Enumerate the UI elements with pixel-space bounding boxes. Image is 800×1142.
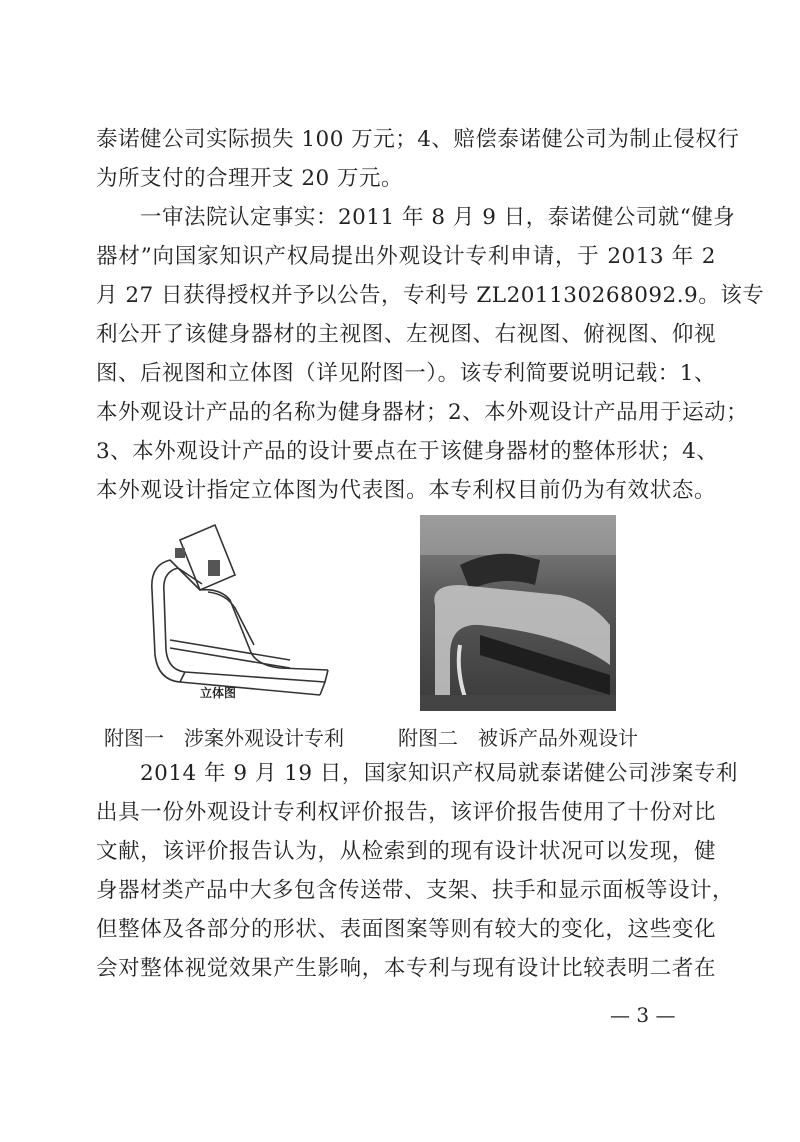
text-line: 出具一份外观设计专利权评价报告，该评价报告使用了十份对比: [96, 800, 716, 825]
text-line: 泰诺健公司实际损失 100 万元；4、赔偿泰诺健公司为制止侵权行: [96, 127, 740, 152]
text-line: 一审法院认定事实：2011 年 8 月 9 日，泰诺健公司就“健身: [140, 205, 736, 230]
text-line: 本外观设计指定立体图为代表图。本专利权目前仍为有效状态。: [96, 478, 716, 503]
text-line: 图、后视图和立体图（详见附图一）。该专利简要说明记载：1、: [96, 361, 716, 386]
text-line: 2014 年 9 月 19 日，国家知识产权局就泰诺健公司涉案专利: [140, 761, 738, 786]
text-line: 月 27 日获得授权并予以公告，专利号 ZL201130268092.9。该专: [96, 283, 765, 308]
patent-perspective-drawing: [140, 520, 335, 710]
figure-1-label: 立体图: [200, 686, 237, 700]
text-line: 为所支付的合理开支 20 万元。: [96, 166, 404, 191]
text-line: 利公开了该健身器材的主视图、左视图、右视图、俯视图、仰视: [96, 322, 716, 347]
text-line: 会对整体视觉效果产生影响，本专利与现有设计比较表明二者在: [96, 956, 716, 981]
text-line: 身器材类产品中大多包含传送带、支架、扶手和显示面板等设计，: [96, 878, 735, 903]
page-number: — 3 —: [610, 1003, 676, 1027]
figure-2-caption: 附图二 被诉产品外观设计: [398, 726, 638, 750]
text-line: 但整体及各部分的形状、表面图案等则有较大的变化，这些变化: [96, 917, 716, 942]
text-line: 3、本外观设计产品的设计要点在于该健身器材的整体形状；4、: [96, 439, 719, 464]
text-line: 器材”向国家知识产权局提出外观设计专利申请，于 2013 年 2: [96, 244, 716, 269]
text-line: 文献，该评价报告认为，从检索到的现有设计状况可以发现，健: [96, 839, 716, 864]
figure-1-caption: 附图一 涉案外观设计专利: [104, 726, 344, 750]
accused-product-photo: [420, 515, 616, 711]
text-line: 本外观设计产品的名称为健身器材；2、本外观设计产品用于运动；: [96, 400, 749, 425]
